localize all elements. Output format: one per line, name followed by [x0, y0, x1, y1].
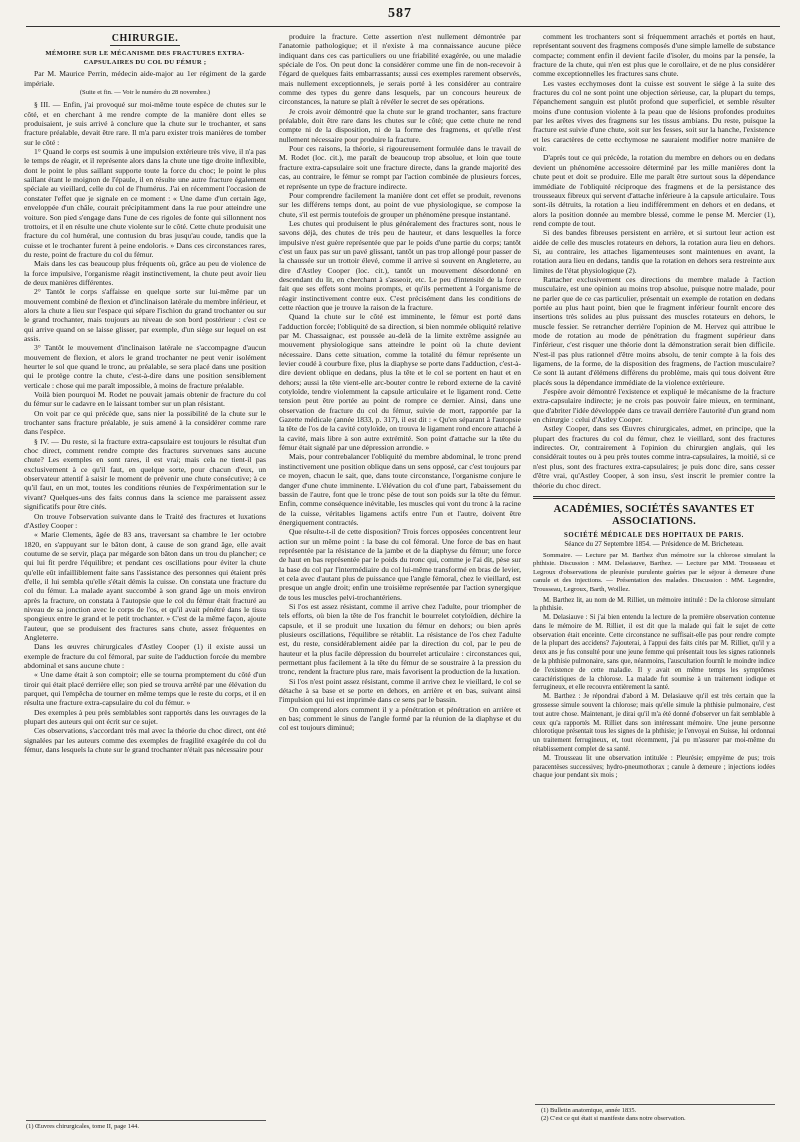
- paragraph: Rattacher exclusivement ces directions du membre malade à l'action musculaire, est une opinion au moins trop absolue, puisque notre malade, pour ne parler que de ce cas particulier, présentait un exemple de rotation en dedans portée au plus haut point, bien que le fragment inférieur fournît encore des insertions très solides au plus puissant des muscles rotateurs en dehors, le muscle fessier. Se retrancher derrière l'opinion de M. Hervez qui attribue le mode de rotation au mode de pénétration du fragment supérieur dans l'inférieur, c'est risquer une théorie dont la démonstration serait bien difficile. N'est-il pas plus rationnel d'être moins absolu, de tenir compte à la fois des ligamens, de la forme, de la disposition des fragmens, de l'action musculaire? Ce sont là autant d'élémens différens du problème, mais qui tous doivent être placés sous la dépendance immédiate de la violence extérieure.: [533, 274, 775, 387]
- paragraph: Les vastes ecchymoses dont la cuisse est souvent le siége à la suite des fractures du col ne sont point une objection sérieuse, car, la plupart du temps, l'épanchement sanguin est plutôt profond que superficiel, et semble résulter moins d'une contusion violente à la peau que de lésions profondes produites par les arêtes vives des fragmens sur les tissus ambians. Du reste, puisque la fracture est suivie d'une chute, soit sur les fesses, soit sur la hanche, l'existence et les caractères de cette ecchymose ne sauraient modifier notre manière de voir.: [533, 78, 775, 154]
- paragraph: Dans les œuvres chirurgicales d'Astley Cooper (1) il existe aussi un exemple de fracture du col fémoral, par suite de l'adduction forcée du membre abdominal et sans aucune chute :: [24, 642, 266, 670]
- column-3: [533, 32, 775, 1107]
- academies-title: ACADÉMIES, SOCIÉTÉS SAVANTES ET ASSOCIATIONS.: [553, 503, 755, 527]
- paragraph: 2° Tantôt le corps s'affaisse en quelque sorte sur lui-même par un mouvement combiné de flexion et d'inclinaison latérale du membre inférieur, et alors la chute a lieu sur l'espace qui sépare l'ischion du grand trochanter ou sur le grand trochanter, mais toujours au niveau de son bord postérieur : c'est ce qui arrive quand on se laisse glisser, par exemple, d'un siège sur lequel on est assis.: [24, 287, 266, 343]
- footnote-col3-1: (1) Bulletin anatomique, année 1835.: [541, 1107, 637, 1114]
- paragraph: M. Barthez lit, au nom de M. Rilliet, un mémoire intitulé : De la chlorose simulant la phthisie.: [533, 596, 775, 613]
- paragraph: « Marie Clements, âgée de 83 ans, traversant sa chambre le 1er octobre 1820, en s'appuyant sur le bâton dont, à cause de son grand âge, elle avait coutume de se servir, plaça par mégarde son bâton dans un trou du plancher; ce qui lui fit perdre l'équilibre; et pendant ces oscillations pour éviter la chute qu'elle eût infailliblement faite sans l'assistance des personnes qui étaient près d'elle, il lui sembla qu'elle s'était démis la cuisse. On constata une fracture du col du fémur. La malade ayant succombé à son grand âge un mois environ après la fracture, on constata à l'autopsie que le col du fémur était fracturé au niveau de sa jonction avec le corps de l'os, et qu'il avait pénétré dans le tissu spongieux entre le grand et le petit trochanter. » C'est de la même façon, ajoute l'auteur, que se produisent des fractures sans chute, assez fréquentes en Angleterre.: [24, 530, 266, 642]
- paragraph: D'après tout ce qui précède, la rotation du membre en dehors ou en dedans devient un phénomène accessoire déterminé par les mille manières dont la chute peut et doit se produire. Elle me paraît être surtout sous la dépendance immédiate de l'obliquité réciproque des fragmens et de la persistance des trousseaux fibreux qui servent d'attache inférieure à la capsule articulaire. Tous sont-ils détruits, la rotation a lieu indifféremment en dehors et en dedans, et alors la position donnée au membre blessé, comme le pense M. Mercier (1), rend compte de tout.: [533, 153, 775, 228]
- paragraph: § III. — Enfin, j'ai provoqué sur moi-même toute espèce de chutes sur le côté, et en cherchant à me rendre compte de la manière dont elles se produisaient, je suis arrivé à conclure que la chute sur le trochanter, et sans fracture préalable, devait être rare. Il m'a paru exister trois manières de tomber sur le côté :: [24, 100, 266, 147]
- seance-line: Séance du 27 Septembre 1854. — Présidence de M. Bricheteau.: [564, 540, 744, 549]
- section-title: CHIRURGIE.: [111, 33, 179, 44]
- paragraph: « Une dame était à son comptoir; elle se tourna promptement du côté d'un tiroir qui était placé derrière elle; son pied se trouva arrêté par une élévation du parquet, qui l'empêcha de tourner en même temps que le reste du corps, et il en résulta une fracture extra-capsulaire du col du fémur. »: [24, 670, 266, 708]
- paragraph: M. Barthez : Je répondrai d'abord à M. Delasiauve qu'il est très certain que la grossesse simule souvent la chlorose; mais qu'elle simule la phthisie pulmonaire, c'est tout autre chose. Maintenant, je dirai qu'il m'a été donné d'observer un fait semblable à ceux qu'a rapportés M. Rilliet dans son intéressant mémoire. Une jeune personne chlorotique présentait tous les signes de la phthisie; je l'envoyai en Suisse, lui ordonnai un traitement ferrugineux, et, tout récemment, j'ai pu m'assurer par moi-même du rétablissement complet de sa santé.: [533, 693, 775, 754]
- sommaire: Sommaire. — Lecture par M. Barthez d'un mémoire sur la chlorose simulant la phthisie. Discussion : MM. Delasiauve, Barthez. — Lecture par MM. Trousseau et Legroux d'observations de pleurésie purulente guéries par le séjour à demeure d'une canule et des injections. — Présentation des malades. Discussion : MM. Legendre, Trousseau, Legroux, Barth, Woillez.: [533, 551, 775, 593]
- article-title: MÉMOIRE SUR LE MÉCANISME DES FRACTURES EXTRA-CAPSULAIRES DU COL DU FÉMUR ;: [45, 50, 245, 66]
- paragraph: Quand la chute sur le côté est imminente, le fémur est porté dans l'adduction forcée; l'obliquité de sa direction, si bien nommée obliquité relative par M. Chassaignac, est poussée au-delà de la limite extrême assignée au mouvement physiologique sans atteindre le point où la chute devient nécessaire. Dans cette situation, comme la totalité du fémur représente un levier coudé à courbure fixe, plus la diaphyse se porte dans l'adduction, c'est-à-dire devient oblique en dedans, plus la tête et le col se portent en haut et en dehors; aussi la tête vient-elle arc-bouter contre le rebord externe de la cavité cotyloïde, tendre violemment la capsule articulaire et le ligament rond. Cette tension peut être portée au point de rompre ce dernier. Ainsi, dans une observation de fracture du col du fémur, suivie de mort, rapportée par la Gazette médicale (année 1833, p. 317), il est dit : « Qu'en séparant à l'autopsie la tête de l'os de la cavité cotyloïde, on trouva le ligament rond encore attaché à la cavité, mais libre à son autre extrémité. Son point d'attache sur la tête du fémur était signalé par une dépression arrondie. »: [279, 312, 521, 453]
- paragraph: M. Trousseau lit une observation intitulée : Pleurésie; empyème de pus; trois paracentèses successives; hydro-pneumothorax ; canule à demeure ; injections iodées chaque jour pendant six mois ;: [533, 754, 775, 780]
- paragraph: Des exemples à peu près semblables sont rapportés dans les ouvrages de la plupart des auteurs qui ont écrit sur ce sujet.: [24, 707, 266, 727]
- column-3-body: [533, 32, 775, 490]
- footnote-col1: (1) Œuvres chirurgicales, tome II, page 144.: [26, 1120, 266, 1131]
- paragraph: Les chutes qui produisent le plus généralement des fractures sont, nous le savons déjà, des chutes de très peu de hauteur, et dans lesquelles la force impulsive n'est guère représentée que par le poids d'une partie du corps; tantôt c'est un faux pas sur un pavé glissant, tantôt un pas trop allongé pour passer de la chaussée sur un trottoir élevé, comme il arrive si souvent en Angleterre, au dire d'Astley Cooper (loc. cit.), tantôt un mouvement désordonné en descendant du lit, en cherchant à s'asseoir, etc. Le peu d'intensité de la force fait que ses effets sont moins prompts, et qu'ils permettent à l'organisme de réagir instinctivement contre eux. C'est précisément dans les conditions de cette réaction que je trouve la raison de la fracture.: [279, 218, 521, 312]
- section-divider: [533, 496, 775, 499]
- paragraph: Ces observations, s'accordant très mal avec la théorie du choc direct, ont été signalées par les auteurs comme des exemples de fragilité exagérée du col du fémur, dans lesquels la chute sur le grand trochanter n'était pas nécessaire pour: [24, 726, 266, 755]
- paragraph: Voilà bien pourquoi M. Rodet ne pouvait jamais obtenir de fracture du col du fémur sur le cadavre en le laissant tomber sur un plan résistant.: [24, 390, 266, 409]
- paragraph: Mais, pour contrebalancer l'obliquité du membre abdominal, le tronc prend instinctivement une position oblique dans un sens opposé, car c'est toujours par ce moyen, chacun le sait, que, dans toute circonstance, l'organisme conjure le danger d'une chute imminente. L'élévation du col d'une part, l'abaissement du bassin de l'autre, font que le tronc pèse de tout son poids sur la tête du fémur. Enfin, comme conséquence inévitable, les muscles qui vont du tronc à la racine de la cuisse, véritables ligamens actifs entre l'un et l'autre, doivent être énergiquement contractés.: [279, 452, 521, 527]
- paragraph: M. Delasiauve : Si j'ai bien entendu la lecture de la première observation contenue dans le mémoire de M. Rilliet, il est dit que la malade qui fait le sujet de cette observation était enceinte. Cette circonstance ne suffisait-elle pas pour rendre compte de la plupart des accidens? J'ajouterai, à l'appui des faits cités par M. Rilliet, qu'il y a deux ans je fus consulté pour une jeune femme qui présentait tous les signes rationnels de la phthisie pulmonaire, sans que, néanmoins, l'auscultation fournît le moindre indice de l'existence de cette maladie. Il y avait en même temps les symptômes caractéristiques de la chlorose. La malade fut soumise à un traitement iodique et ferrugineux, et elle recouvra entièrement la santé.: [533, 614, 775, 692]
- paragraph: comment les trochanters sont si fréquemment arrachés et portés en haut, représentant souvent des fragmens composés d'une simple lamelle de substance compacte; comment enfin il devient facile d'isoler, du moins par la pensée, la fracture de la chute, qui n'en est plus que le corollaire, et de ne plus considérer comme exceptionnelles les fractures sans chute.: [533, 32, 775, 79]
- paragraph: Si l'os est assez résistant, comme il arrive chez l'adulte, pour triompher de tels efforts, où bien la tête de l'os franchit le bourrelet cotyloïdien, déchire la capsule, et il se produit une luxation du fémur en dehors; ou bien après plusieurs oscillations, l'équilibre se rétablit. La résistance de l'os chez l'adulte est, du reste, considérablement aidée par la direction du col, par le peu de hauteur et la plus facile dépression du bourrelet articulaire : circonstances qui, permettant plus facilement à la tête du fémur de se soustraire à la pression du tronc, rendent la fracture plus rare, mais favorisent la production de la luxation.: [279, 601, 521, 677]
- paragraph: 1° Quand le corps est soumis à une impulsion extérieure très vive, il n'a pas le temps de réagir, et il représente alors dans la chute une tige droite inflexible, dont le point le plus saillant supporte toute la force du choc; le point le plus saillant étant le moignon de l'épaule, il en résulte une autre fracture également spéciale au vieillard, celle du col de l'humérus. J'ai en récemment l'occasion de constater l'effet que je signale en ce moment : « Une dame d'un certain âge, enveloppée d'un châle, courait précipitamment dans la rue pour atteindre une voiture. Son pied s'engage dans l'une de ces rigoles de fonte qui sillonnent nos trottoirs, et il en résulte une chute violente sur le côté. Cette chute produisit une fracture du col huméral, une contusion du bras jusqu'au coude, tandis que la cuisse et le trochanter furent à peine endoloris. » Dans ces circonstances rares, du reste, point de fracture du col du fémur.: [24, 147, 266, 259]
- paragraph: Pour ces raisons, la théorie, si rigoureusement formulée dans le travail de M. Rodet (loc. cit.), me paraît de beaucoup trop absolue, et loin que toute fracture extra-capsulaire soit une fracture directe, dans la grande majorité des cas, au contraire, le fémur se rompt par l'action combinée de plusieurs forces, et représente un type de fracture indirecte.: [279, 144, 521, 191]
- column-1-body: [24, 100, 266, 754]
- paragraph: § IV. — Du reste, si la fracture extra-capsulaire est toujours le résultat d'un choc direct, comment rendre compte des fractures survenues sans aucune chute? Les exemples en sont rares, il est vrai; mais cela ne tient-il pas exclusivement à ce qu'il faut, en quelque sorte, pour chacun d'eux, un observateur attentif à saisir le moment de prévenir une chute consécutive; à ce qu'il faut, en un mot, toutes les conditions réunies de l'expérimentation sur le vivant? Quelques-uns des faits connus dans la science me paraissent assez significatifs pour être cités.: [24, 436, 266, 512]
- paragraph: produire la fracture. Cette assertion n'est nullement démontrée par l'anatomie pathologique; et il n'existe à ma connaissance aucune pièce indiquant dans ces cas particuliers ou une friabilité exagérée, ou une maladie spéciale de l'os. On peut donc la considérer comme une fin de non-recevoir à l'égard de quelques faits embarrassants; aussi ces exemples rarement observés, mais nullement exceptionnels, je serais porté à les considérer au contraire comme des types du genre dans lesquels, par un concours heureux de circonstances, la nature se plaît à révéler le secret de ses opérations.: [279, 32, 521, 107]
- header-rule: [26, 26, 780, 27]
- paragraph: On comprend alors comment il y a pénétration et pénétration en arrière et en bas; comment le sinus de l'angle formé par la réunion de la diaphyse et du col est toujours diminué;: [279, 704, 521, 733]
- footnotes-col3: [535, 1104, 775, 1123]
- paragraph: Astley Cooper, dans ses Œuvres chirurgicales, admet, en principe, que la plupart des fractures du col du fémur, chez le vieillard, sont des fractures indirectes. Or, contrairement à l'opinion du chirurgien anglais, qui les considérait toutes ou à peu près toutes comme intra-capsulaires, la moitié, si ce n'est plus, sont des fractures extra-capsulaires; je puis donc dire, sans cesser d'être vrai, qu'Astley Cooper, à son insu, s'est inscrit le premier contre la théorie du choc direct.: [533, 424, 775, 490]
- paragraph: Je crois avoir démontré que la chute sur le grand trochanter, sans fracture préalable, doit être rare dans les chutes sur le côté; que cette chute ne rend compte ni de la disposition, ni de la forme des fragmens, et qu'elle n'est nullement nécessaire pour produire la fracture.: [279, 106, 521, 144]
- paragraph: Mais dans les cas beaucoup plus fréquents où, grâce au peu de violence de la force impulsive, l'organisme réagit instinctivement, la chute peut avoir lieu de deux manières différentes.: [24, 259, 266, 287]
- column-2: [279, 32, 521, 1127]
- article-continuation: (Suite et fin. — Voir le numéro du 28 novembre.): [79, 89, 211, 97]
- paragraph: 3° Tantôt le mouvement d'inclinaison latérale ne s'accompagne d'aucun mouvement de flexion, et alors le grand trochanter ne peut venir isolément heurter le sol que quand le tronc, au préalable, se sera placé dans une position qui le protège contre la chute, c'est-à-dire dans une position sensiblement verticale : chose qui me paraît impossible, à moins de fracture préalable.: [24, 343, 266, 390]
- footnote-col3-2: (2) C'est ce qui était si manifeste dans notre observation.: [541, 1115, 686, 1122]
- page-number: 587: [388, 6, 412, 21]
- paragraph: J'espère avoir démontré l'existence et expliqué le mécanisme de la fracture extra-capsulaire indirecte; je ne crois pas pouvoir faire mieux, en terminant, que d'abriter l'idée développée dans ce travail derrière l'autorité d'un grand nom en chirurgie : celui d'Astley Cooper.: [533, 387, 775, 425]
- section-rule: [110, 45, 180, 46]
- paragraph: Pour comprendre facilement la manière dont cet effet se produit, revenons sur les différens temps dont, au point de vue physiologique, se compose la chute, s'il est permis toutefois de grouper un phénomène presque instantané.: [279, 190, 521, 219]
- paragraph: Si des bandes fibreuses persistent en arrière, et si surtout leur action est aidée de celle des muscles rotateurs en dehors, la rotation aura lieu en dehors. Si, au contraire, les attaches ligamenteuses sont maintenues en avant, la rotation aura lieu en dedans, tandis que la rotation en dehors sera restreinte aux limites de l'état physiologique (2).: [533, 228, 775, 275]
- paragraph: On voit par ce qui précède que, sans nier la possibilité de la chute sur le trochanter sans fracture préalable, je suis amené à la considérer comme rare dans l'espèce.: [24, 408, 266, 437]
- column-2-body: [279, 32, 521, 733]
- paragraph: Si l'os n'est point assez résistant, comme il arrive chez le vieillard, le col se détache à sa base et se porte en dehors, en arrière et en bas, suivant ainsi l'impulsion qui lui est imprimée dans ce sens par le bassin.: [279, 676, 521, 705]
- paragraph: Que résulte-t-il de cette disposition? Trois forces opposées concentrent leur action sur un même point : la base du col fémoral. Une force de bas en haut représentée par la résistance de la jambe et de la diaphyse du fémur; une force de haut en bas représentée par le poids du tronc qui, comme je l'ai dit, pèse sur la base du col par l'intermédiaire du col lui-même transformé en bras de levier, et cela avec d'autant plus de puissance que l'angle fémoral, chez le vieillard, est presque un angle droit; enfin une troisième représentée par l'action synergique de tous les muscles pelvi-trochantériens.: [279, 527, 521, 602]
- article-author: Par M. Maurice Perrin, médecin aide-major au 1er régiment de la garde impériale.: [24, 69, 266, 88]
- society-title: SOCIÉTÉ MÉDICALE DES HOPITAUX DE PARIS.: [564, 531, 744, 539]
- paragraph: On trouve l'observation suivante dans le Traité des fractures et luxations d'Astley Cooper :: [24, 511, 266, 530]
- academies-body: [533, 597, 775, 782]
- column-1: [24, 32, 266, 1107]
